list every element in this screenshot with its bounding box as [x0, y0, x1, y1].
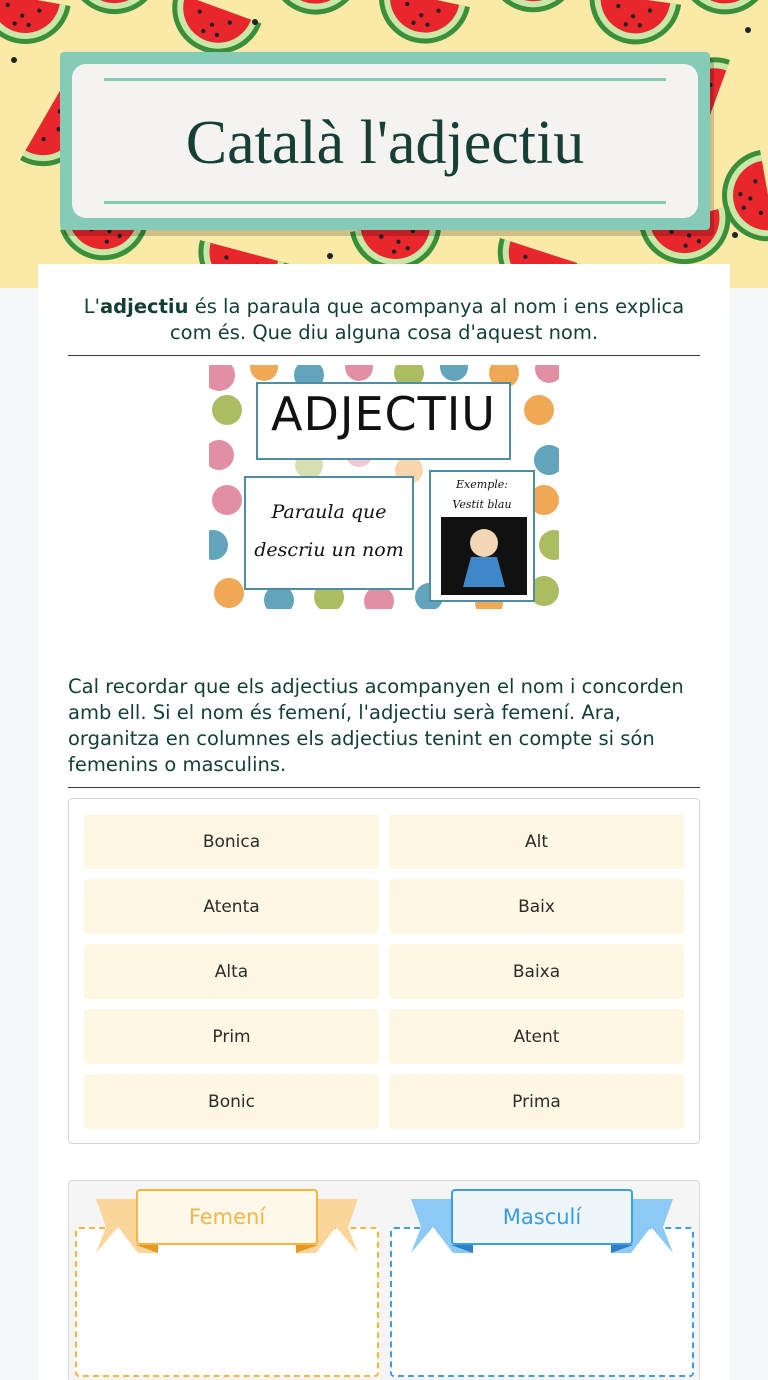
adjective-illustration [209, 365, 559, 609]
header-banner [0, 0, 768, 288]
feminine-column-header [96, 1189, 358, 1253]
definition-line-2: descriu un nom [254, 539, 404, 561]
divider [68, 355, 700, 356]
word-chip[interactable]: Atenta [84, 879, 379, 934]
word-chip[interactable]: Bonic [84, 1074, 379, 1129]
intro-bold-term: adjectiu [100, 295, 189, 318]
page-title: Català l'adjectiu [185, 109, 585, 177]
definition-line-1: Paraula que [271, 501, 387, 523]
word-chip[interactable]: Atent [389, 1009, 684, 1064]
title-card-inner [72, 64, 698, 218]
feminine-label: Femení [136, 1189, 318, 1245]
intro-text [68, 294, 700, 346]
worksheet-card [38, 264, 730, 1380]
instruction-text: Cal recordar que els adjectius acompanyen el nom i concorden amb ell. Si el nom és femení, l'adjectiu serà femení. Ara, organitza en columnes els adjectius tenint en compte si són femenins o masculins. [68, 675, 684, 776]
title-divider-bottom [104, 201, 666, 204]
word-chip[interactable]: Prima [389, 1074, 684, 1129]
word-bank [68, 798, 700, 1144]
title-card [60, 52, 710, 230]
word-chip[interactable]: Baixa [389, 944, 684, 999]
intro-prefix: L' [83, 295, 101, 318]
word-chip[interactable]: Alta [84, 944, 379, 999]
example-label: Exemple: [456, 478, 508, 491]
divider [68, 787, 700, 788]
word-chip[interactable]: Baix [389, 879, 684, 934]
example-value: Vestit blau [452, 498, 512, 511]
intro-rest: és la paraula que acompanya al nom i ens explica com és. Que diu alguna cosa d'aquest nom. [169, 295, 685, 344]
masculine-column-header [411, 1189, 673, 1253]
illustration-example [430, 475, 534, 515]
word-chip[interactable]: Alt [389, 814, 684, 869]
word-chip[interactable]: Prim [84, 1009, 379, 1064]
word-chip[interactable]: Bonica [84, 814, 379, 869]
illustration-heading: ADJECTIU [271, 387, 496, 441]
title-divider-top [104, 78, 666, 81]
illustration-definition [245, 493, 413, 569]
sorting-columns [68, 1180, 700, 1380]
masculine-label: Masculí [451, 1189, 633, 1245]
